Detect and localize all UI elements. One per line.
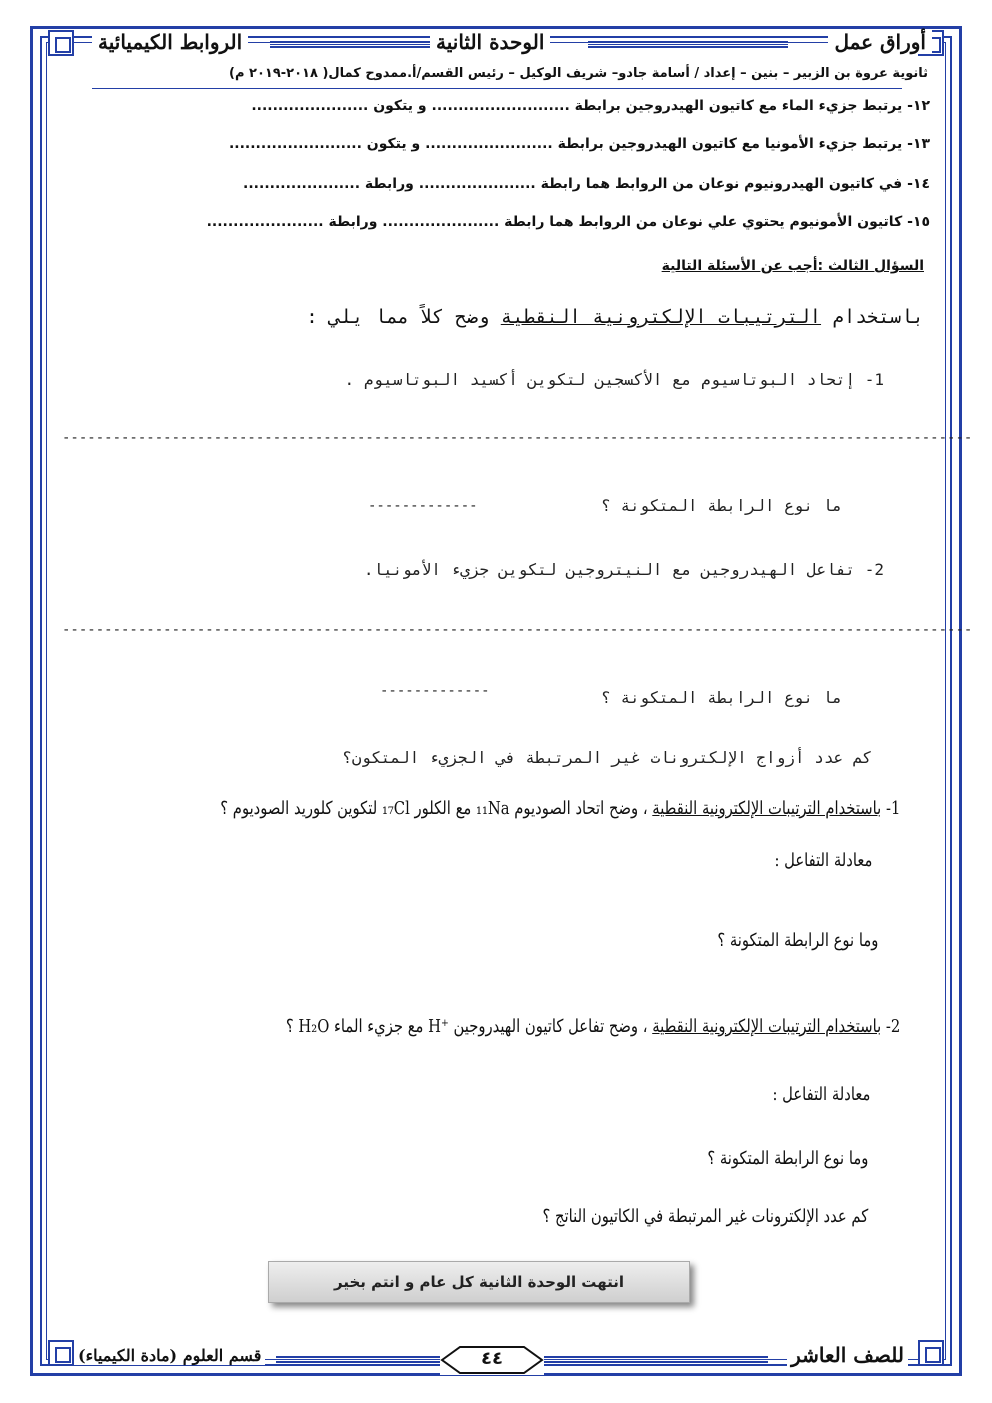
corner-ornament-bottom-left	[48, 1340, 74, 1366]
question-b2-hydrogen-water	[286, 1016, 900, 1037]
list-item-14	[243, 176, 930, 192]
corner-ornament-bottom-right	[918, 1340, 944, 1366]
list-item-15	[207, 214, 930, 230]
intro-before: باستخدام	[821, 306, 924, 328]
item-number: ١٣-	[907, 136, 930, 152]
q-rest: ، وضح تفاعل كاتيون الهيدروجين ⁺H مع جزيء الماء H₂O ؟	[285, 1016, 652, 1037]
q-number: 2-	[885, 1016, 900, 1037]
equation-label-2: معادلة التفاعل :	[772, 1084, 870, 1105]
footer-grade: للصف العاشر	[787, 1343, 908, 1367]
unpaired-electrons-question: كم عدد الإلكترونات غير المرتبطة في الكاتيون الناتج ؟	[542, 1206, 868, 1227]
question-2-hydrogen-nitrogen: 2- تفاعل الهيدروجين مع النيتروجين لتكوين جزيء الأمونيا.	[363, 560, 884, 579]
end-of-unit-note: انتهت الوحدة الثانية كل عام و انتم بخير	[268, 1261, 690, 1303]
bond-type-question-1: ما نوع الرابطة المتكونة ؟	[601, 496, 842, 515]
header-school-line: ثانوية عروة بن الزبير – بنين – إعداد / أسامة جادو– شريف الوكيل – رئيس القسم/أ.ممدوح كمال( ٢٠١٨-٢٠١٩ م)	[229, 66, 928, 81]
header-bar-left	[270, 41, 430, 48]
corner-ornament-top-left	[48, 30, 74, 56]
footer-bar-right	[544, 1356, 768, 1363]
item-number: ١٥-	[907, 214, 930, 230]
footer-department: قسم العلوم (مادة الكيمياء)	[74, 1346, 265, 1365]
equation-label-1: معادلة التفاعل :	[774, 850, 872, 871]
q-number: 1-	[885, 798, 900, 819]
header-worksheets: أوراق عمل	[828, 30, 932, 54]
list-item-12	[251, 98, 930, 114]
item-number: ١٢-	[907, 98, 930, 114]
intro-after: وضح كلاً مما يلي :	[306, 306, 501, 328]
item-text: يرتبط جزيء الأمونيا مع كاتيون الهيدروجين برابطة ........................ و يتكون .........................	[228, 136, 903, 152]
list-item-13	[229, 136, 930, 152]
answer-line-2: ------------------------------------------------------------------------------------------------------------	[62, 622, 973, 638]
bond-type-blank-1: -------------	[368, 498, 478, 514]
section-three-intro	[306, 306, 924, 328]
item-text: يرتبط جزيء الماء مع كاتيون الهيدروجين برابطة .......................... و يتكون ......................	[251, 98, 903, 114]
item-number: ١٤-	[907, 176, 930, 192]
item-text: كاتيون الأمونيوم يحتوي علي نوعان من الروابط هما رابطة ...................... ورابطة ......................	[206, 214, 903, 230]
question-b1-sodium-chlorine	[220, 798, 900, 819]
bond-type-blank-2: -------------	[380, 683, 490, 699]
header-bar-right	[588, 41, 788, 48]
q-rest: ، وضح اتحاد الصوديوم ₁₁Na مع الكلور ₁₇Cl لتكوين كلوريد الصوديوم ؟	[219, 798, 652, 819]
header-unit: الوحدة الثانية	[430, 30, 550, 54]
header-topic: الروابط الكيميائية	[92, 30, 248, 54]
question-1-potassium-oxygen: 1- إتحاد البوتاسيوم مع الأكسجين لتكوين أكسيد البوتاسيوم .	[344, 370, 884, 389]
page-number: ٤٤	[481, 1348, 503, 1369]
page-number-badge	[440, 1345, 544, 1375]
section-three-title: السؤال الثالث :أجب عن الأسئلة التالية	[661, 258, 924, 274]
bond-type-question-b2: وما نوع الرابطة المتكونة ؟	[706, 1148, 868, 1169]
lone-pairs-question: كم عدد أزواج الإلكترونات غير المرتبطة في الجزيء المتكون؟	[342, 748, 872, 767]
answer-line-1: ------------------------------------------------------------------------------------------------------------	[62, 430, 973, 446]
footer-bar-left	[276, 1356, 442, 1363]
q-underlined: باستخدام الترتيبات الإلكترونية النقطية	[651, 798, 881, 819]
q-underlined: باستخدام الترتيبات الإلكترونية النقطية	[651, 1016, 881, 1037]
header-underline	[92, 88, 902, 89]
intro-underlined: الترتيبات الإلكترونية النقطية	[500, 306, 822, 328]
item-text: في كاتيون الهيدرونيوم نوعان من الروابط هما رابطة ...................... ورابطة ......................	[243, 176, 903, 192]
bond-type-question-b1: وما نوع الرابطة المتكونة ؟	[716, 930, 878, 951]
bond-type-question-2: ما نوع الرابطة المتكونة ؟	[601, 688, 842, 707]
